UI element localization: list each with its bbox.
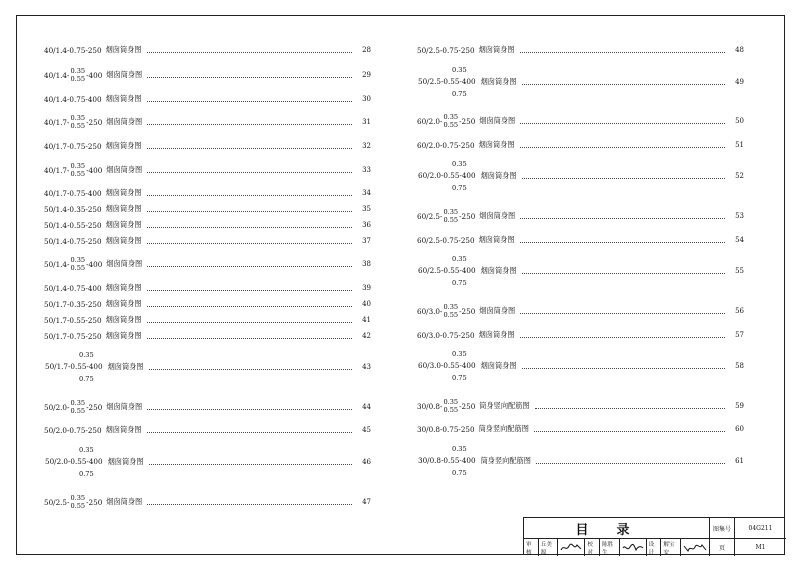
set-number-value: 04G211 — [735, 518, 786, 539]
entry-title: 烟囱筒身图 — [105, 45, 142, 54]
entry-code-suffix: -250 — [86, 497, 103, 507]
index-entry — [417, 329, 744, 341]
index-entry — [417, 44, 744, 56]
entry-code — [417, 253, 477, 289]
index-entry — [44, 140, 371, 152]
fraction-bottom: 0.55 — [70, 122, 86, 130]
index-entry — [44, 496, 371, 508]
entry-page-number: 28 — [362, 46, 371, 54]
entry-page-number: 30 — [362, 95, 371, 103]
entry-title: 烟囱筒身图 — [478, 235, 515, 244]
entry-page-number: 51 — [735, 141, 744, 149]
entry-code — [44, 221, 102, 230]
entry-code-above: 0.35 — [452, 350, 467, 358]
entry-code — [44, 316, 102, 325]
index-entry — [417, 445, 744, 477]
entry-title: 烟囱筒身图 — [107, 362, 144, 371]
entry-title: 烟囱筒身图 — [106, 402, 143, 411]
entry-code-prefix: 40/1.4-0.75-250 — [44, 45, 102, 55]
dot-leader — [149, 460, 352, 465]
entry-title: 烟囱筒身图 — [105, 94, 142, 103]
entry-page-number: 54 — [735, 236, 744, 244]
dot-leader — [149, 365, 352, 370]
dot-leader — [147, 223, 352, 228]
fraction-top: 0.35 — [443, 303, 459, 311]
entry-code-above: 0.35 — [452, 66, 467, 74]
fraction-top: 0.35 — [443, 113, 459, 121]
dot-leader — [147, 73, 352, 78]
entry-page-number: 38 — [362, 260, 371, 268]
entry-title: 烟囱筒身图 — [105, 220, 142, 229]
entry-title: 烟囱筒身图 — [105, 141, 142, 150]
dot-leader — [520, 119, 725, 124]
entry-page-number: 31 — [362, 118, 371, 126]
entry-title: 烟囱筒身图 — [105, 236, 142, 245]
dot-leader — [147, 120, 352, 125]
fraction-bottom: 0.55 — [70, 170, 86, 178]
dot-leader — [147, 168, 352, 173]
entry-code-suffix: -400 — [86, 70, 103, 80]
index-entry — [44, 446, 371, 478]
entry-title: 烟囱筒身图 — [480, 77, 517, 86]
entry-code-fraction — [70, 399, 85, 415]
entry-code-suffix: -250 — [459, 401, 476, 411]
fraction-top: 0.35 — [70, 399, 86, 407]
entry-code-prefix: 60/2.5- — [417, 211, 443, 221]
fraction-bottom: 0.55 — [70, 502, 86, 510]
entry-code — [44, 256, 102, 272]
fraction-bottom: 0.55 — [70, 75, 86, 83]
entry-code — [44, 142, 102, 151]
entry-code-prefix: 60/3.0-0.75-250 — [417, 330, 475, 340]
entry-code-prefix: 50/2.5-0.75-250 — [417, 45, 475, 55]
index-entry — [44, 116, 371, 128]
entry-code — [417, 443, 477, 479]
fraction-bottom: 0.55 — [443, 311, 459, 319]
entry-code-fraction — [443, 113, 458, 129]
index-entry — [44, 219, 371, 231]
entry-title: 烟囱筒身图 — [479, 116, 516, 125]
entry-page-number: 57 — [735, 331, 744, 339]
entry-code — [417, 236, 475, 245]
dot-leader — [522, 269, 725, 274]
entry-title: 筒身竖向配筋图 — [479, 401, 530, 410]
entry-code — [417, 303, 475, 319]
entry-code-prefix: 60/2.0-0.75-250 — [417, 140, 475, 150]
entry-page-number: 46 — [362, 458, 371, 466]
dot-leader — [147, 428, 352, 433]
entry-code-prefix: 40/1.7- — [44, 117, 70, 127]
entry-code-prefix: 30/0.8-0.75-250 — [417, 424, 475, 434]
entry-code-prefix: 60/3.0- — [417, 306, 443, 316]
designer-signature — [681, 539, 709, 556]
entry-code — [44, 300, 102, 309]
entry-title: 烟囱筒身图 — [478, 140, 515, 149]
entry-code — [417, 208, 475, 224]
entry-code — [44, 205, 102, 214]
index-entry — [417, 350, 744, 382]
review-label: 审核 — [524, 539, 539, 556]
entry-title: 烟囱筒身图 — [478, 330, 515, 339]
entry-code-prefix: 50/1.4-0.55-250 — [44, 220, 102, 230]
index-entry — [44, 330, 371, 342]
entry-page-number: 52 — [735, 172, 744, 180]
entry-code-fraction — [70, 256, 85, 272]
fraction-top: 0.35 — [443, 208, 459, 216]
entry-code-prefix: 50/2.0-0.75-250 — [44, 425, 102, 435]
index-entry — [44, 93, 371, 105]
index-entry — [44, 44, 371, 56]
dot-leader — [147, 239, 352, 244]
entry-code-prefix: 50/2.0- — [44, 402, 70, 412]
entry-title: 烟囱筒身图 — [480, 171, 517, 180]
entry-page-number: 39 — [362, 284, 371, 292]
dot-leader — [147, 191, 352, 196]
entry-page-number: 49 — [735, 78, 744, 86]
entry-code — [44, 162, 102, 178]
entry-code-prefix: 50/1.7-0.75-250 — [44, 331, 102, 341]
checker-name: 陈胜生 — [600, 539, 620, 556]
entry-page-number: 48 — [735, 46, 744, 54]
entry-code — [417, 141, 475, 150]
dot-leader — [147, 334, 352, 339]
entry-code-above: 0.35 — [79, 351, 94, 359]
entry-page-number: 58 — [735, 362, 744, 370]
entry-title: 烟囱筒身图 — [105, 331, 142, 340]
entry-code-prefix: 40/1.7-0.75-400 — [44, 188, 102, 198]
entry-code — [417, 64, 477, 100]
entry-page-number: 56 — [735, 307, 744, 315]
entry-code-prefix: 30/0.8- — [417, 401, 443, 411]
entry-title: 烟囱筒身图 — [106, 497, 143, 506]
entry-code-suffix: -250 — [459, 211, 476, 221]
fraction-top: 0.35 — [70, 494, 86, 502]
entry-code — [44, 189, 102, 198]
entry-title: 烟囱筒身图 — [106, 165, 143, 174]
entry-title: 烟囱筒身图 — [480, 361, 517, 370]
index-entry — [417, 210, 744, 222]
entry-code-below: 0.75 — [79, 375, 94, 383]
fraction-bottom: 0.55 — [443, 406, 459, 414]
title-block-heading: 目录 — [524, 518, 710, 539]
entry-code — [44, 399, 102, 415]
entry-title: 烟囱筒身图 — [107, 457, 144, 466]
entry-code — [417, 158, 477, 194]
dot-leader — [536, 459, 725, 464]
dot-leader — [522, 174, 725, 179]
entry-code-prefix: 50/1.7-0.35-250 — [44, 299, 102, 309]
page-label: 页 — [710, 539, 735, 556]
entry-page-number: 47 — [362, 498, 371, 506]
entry-code-suffix: -250 — [86, 117, 103, 127]
entry-title: 烟囱筒身图 — [105, 204, 142, 213]
index-entry — [417, 400, 744, 412]
entry-code-below: 0.75 — [452, 90, 467, 98]
entry-page-number: 44 — [362, 403, 371, 411]
fraction-top: 0.35 — [443, 398, 459, 406]
dot-leader — [522, 80, 725, 85]
entry-page-number: 41 — [362, 316, 371, 324]
dot-leader — [520, 48, 725, 53]
entry-title: 烟囱筒身图 — [105, 315, 142, 324]
entry-page-number: 33 — [362, 166, 371, 174]
dot-leader — [147, 262, 352, 267]
entry-title: 筒身竖向配筋图 — [480, 456, 531, 465]
entry-code-main: 60/2.5-0.55-400 — [418, 266, 476, 275]
entry-page-number: 29 — [362, 71, 371, 79]
entry-code-below: 0.75 — [452, 469, 467, 477]
entry-code — [417, 425, 475, 434]
entry-code — [417, 348, 477, 384]
entry-code-fraction — [443, 303, 458, 319]
reviewer-signature — [558, 539, 585, 556]
dot-leader — [520, 214, 725, 219]
title-block — [523, 517, 785, 555]
index-entry — [417, 115, 744, 127]
reviewer-name: 丘美源 — [539, 539, 559, 556]
fraction-bottom: 0.55 — [443, 121, 459, 129]
index-entry — [417, 234, 744, 246]
entry-page-number: 55 — [735, 267, 744, 275]
entry-code — [44, 95, 102, 104]
dot-leader — [147, 97, 352, 102]
entry-code-below: 0.75 — [452, 374, 467, 382]
index-entry — [417, 66, 744, 98]
entry-code-prefix: 50/1.7-0.55-250 — [44, 315, 102, 325]
fraction-bottom: 0.55 — [70, 264, 86, 272]
check-label: 校对 — [585, 539, 600, 556]
entry-code-main: 50/2.0-0.55-400 — [45, 457, 103, 466]
index-entry — [44, 258, 371, 270]
entry-code-above: 0.35 — [452, 255, 467, 263]
fraction-bottom: 0.55 — [443, 216, 459, 224]
entry-code-suffix: -250 — [459, 306, 476, 316]
index-entry — [44, 351, 371, 383]
entry-code-prefix: 40/1.4-0.75-400 — [44, 94, 102, 104]
entry-page-number: 40 — [362, 300, 371, 308]
dot-leader — [147, 207, 352, 212]
entry-code — [417, 331, 475, 340]
entry-code-prefix: 50/2.5- — [44, 497, 70, 507]
entry-title: 烟囱筒身图 — [105, 425, 142, 434]
page-value: M1 — [755, 544, 766, 551]
dot-leader — [522, 364, 725, 369]
fraction-top: 0.35 — [70, 67, 86, 75]
index-entry — [44, 235, 371, 247]
entry-title: 烟囱筒身图 — [106, 70, 143, 79]
entry-code-main: 50/2.5-0.55-400 — [418, 77, 476, 86]
index-entry — [417, 160, 744, 192]
entry-code-prefix: 60/2.5-0.75-250 — [417, 235, 475, 245]
dot-leader — [147, 48, 352, 53]
entry-title: 烟囱筒身图 — [479, 306, 516, 315]
entry-page-number: 43 — [362, 363, 371, 371]
index-entry — [44, 314, 371, 326]
entry-code-fraction — [443, 398, 458, 414]
entry-title: 烟囱筒身图 — [105, 188, 142, 197]
fraction-top: 0.35 — [70, 162, 86, 170]
entry-code-main: 30/0.8-0.55-400 — [418, 456, 476, 465]
entry-page-number: 50 — [735, 117, 744, 125]
entry-code — [44, 494, 102, 510]
entry-code-prefix: 50/1.4-0.35-250 — [44, 204, 102, 214]
entry-title: 烟囱筒身图 — [105, 299, 142, 308]
index-entry — [417, 305, 744, 317]
dot-leader — [147, 405, 352, 410]
dot-leader — [147, 286, 352, 291]
index-entry — [44, 401, 371, 413]
dot-leader — [535, 404, 725, 409]
entry-page-number: 37 — [362, 237, 371, 245]
entry-page-number: 61 — [735, 457, 744, 465]
dot-leader — [147, 500, 352, 505]
entry-code-fraction — [70, 162, 85, 178]
dot-leader — [534, 427, 725, 432]
entry-title: 烟囱筒身图 — [106, 259, 143, 268]
entry-code-prefix: 50/1.4-0.75-250 — [44, 236, 102, 246]
entry-code — [44, 349, 104, 385]
entry-title: 筒身竖向配筋图 — [478, 424, 529, 433]
entry-page-number: 32 — [362, 142, 371, 150]
dot-leader — [147, 144, 352, 149]
index-entry — [44, 164, 371, 176]
dot-leader — [520, 143, 725, 148]
entry-code-suffix: -250 — [459, 116, 476, 126]
entry-page-number: 53 — [735, 212, 744, 220]
entry-code — [44, 332, 102, 341]
entry-page-number: 36 — [362, 221, 371, 229]
entry-code-fraction — [70, 114, 85, 130]
index-entry — [44, 298, 371, 310]
entry-code — [417, 46, 475, 55]
fraction-bottom: 0.55 — [70, 407, 86, 415]
fraction-top: 0.35 — [70, 114, 86, 122]
index-entry — [417, 139, 744, 151]
entry-code-fraction — [443, 208, 458, 224]
entry-code-below: 0.75 — [452, 184, 467, 192]
dot-leader — [520, 333, 725, 338]
entry-code — [417, 113, 475, 129]
entry-title: 烟囱筒身图 — [105, 283, 142, 292]
entry-code-fraction — [70, 67, 85, 83]
entry-page-number: 42 — [362, 332, 371, 340]
entry-title: 烟囱筒身图 — [480, 266, 517, 275]
entry-code — [44, 444, 104, 480]
index-entry — [44, 187, 371, 199]
entry-code-below: 0.75 — [79, 470, 94, 478]
designer-name: 解宝安 — [661, 539, 681, 556]
fraction-top: 0.35 — [70, 256, 86, 264]
entry-code-main: 60/3.0-0.55-400 — [418, 361, 476, 370]
entry-page-number: 60 — [735, 425, 744, 433]
entry-code — [44, 237, 102, 246]
entry-code-fraction — [70, 494, 85, 510]
entry-code-above: 0.35 — [452, 160, 467, 168]
entry-code-above: 0.35 — [452, 445, 467, 453]
dot-leader — [147, 302, 352, 307]
entry-code-prefix: 60/2.0- — [417, 116, 443, 126]
dot-leader — [147, 318, 352, 323]
entry-page-number: 45 — [362, 426, 371, 434]
signature-row — [524, 539, 710, 556]
entry-code-below: 0.75 — [452, 279, 467, 287]
entry-code-suffix: -400 — [86, 259, 103, 269]
checker-signature — [620, 539, 647, 556]
entry-page-number: 35 — [362, 205, 371, 213]
entry-page-number: 34 — [362, 189, 371, 197]
entry-code-prefix: 50/1.4- — [44, 259, 70, 269]
entry-code — [44, 426, 102, 435]
index-entry — [44, 69, 371, 81]
design-label: 设计 — [647, 539, 662, 556]
dot-leader — [520, 309, 725, 314]
entry-code-prefix: 40/1.7- — [44, 165, 70, 175]
entry-code — [44, 114, 102, 130]
entry-code-main: 50/1.7-0.55-400 — [45, 362, 103, 371]
entry-title: 烟囱筒身图 — [478, 45, 515, 54]
entry-code-suffix: -250 — [86, 402, 103, 412]
entry-code-prefix: 50/1.4-0.75-400 — [44, 283, 102, 293]
index-entry — [417, 423, 744, 435]
entry-title: 烟囱筒身图 — [106, 117, 143, 126]
entry-code — [44, 67, 102, 83]
index-entry — [44, 282, 371, 294]
set-number-label: 图集号 — [710, 518, 735, 539]
entry-code — [417, 398, 475, 414]
entry-page-number: 59 — [735, 402, 744, 410]
index-entry — [417, 255, 744, 287]
dot-leader — [520, 238, 725, 243]
index-entry — [44, 424, 371, 436]
entry-code-main: 60/2.0-0.55-400 — [418, 171, 476, 180]
entry-code-prefix: 40/1.7-0.75-250 — [44, 141, 102, 151]
entry-code-above: 0.35 — [79, 446, 94, 454]
entry-code — [44, 46, 102, 55]
entry-code-prefix: 40/1.4- — [44, 70, 70, 80]
entry-code-suffix: -400 — [86, 165, 103, 175]
entry-code — [44, 284, 102, 293]
index-entry — [44, 203, 371, 215]
entry-title: 烟囱筒身图 — [479, 211, 516, 220]
